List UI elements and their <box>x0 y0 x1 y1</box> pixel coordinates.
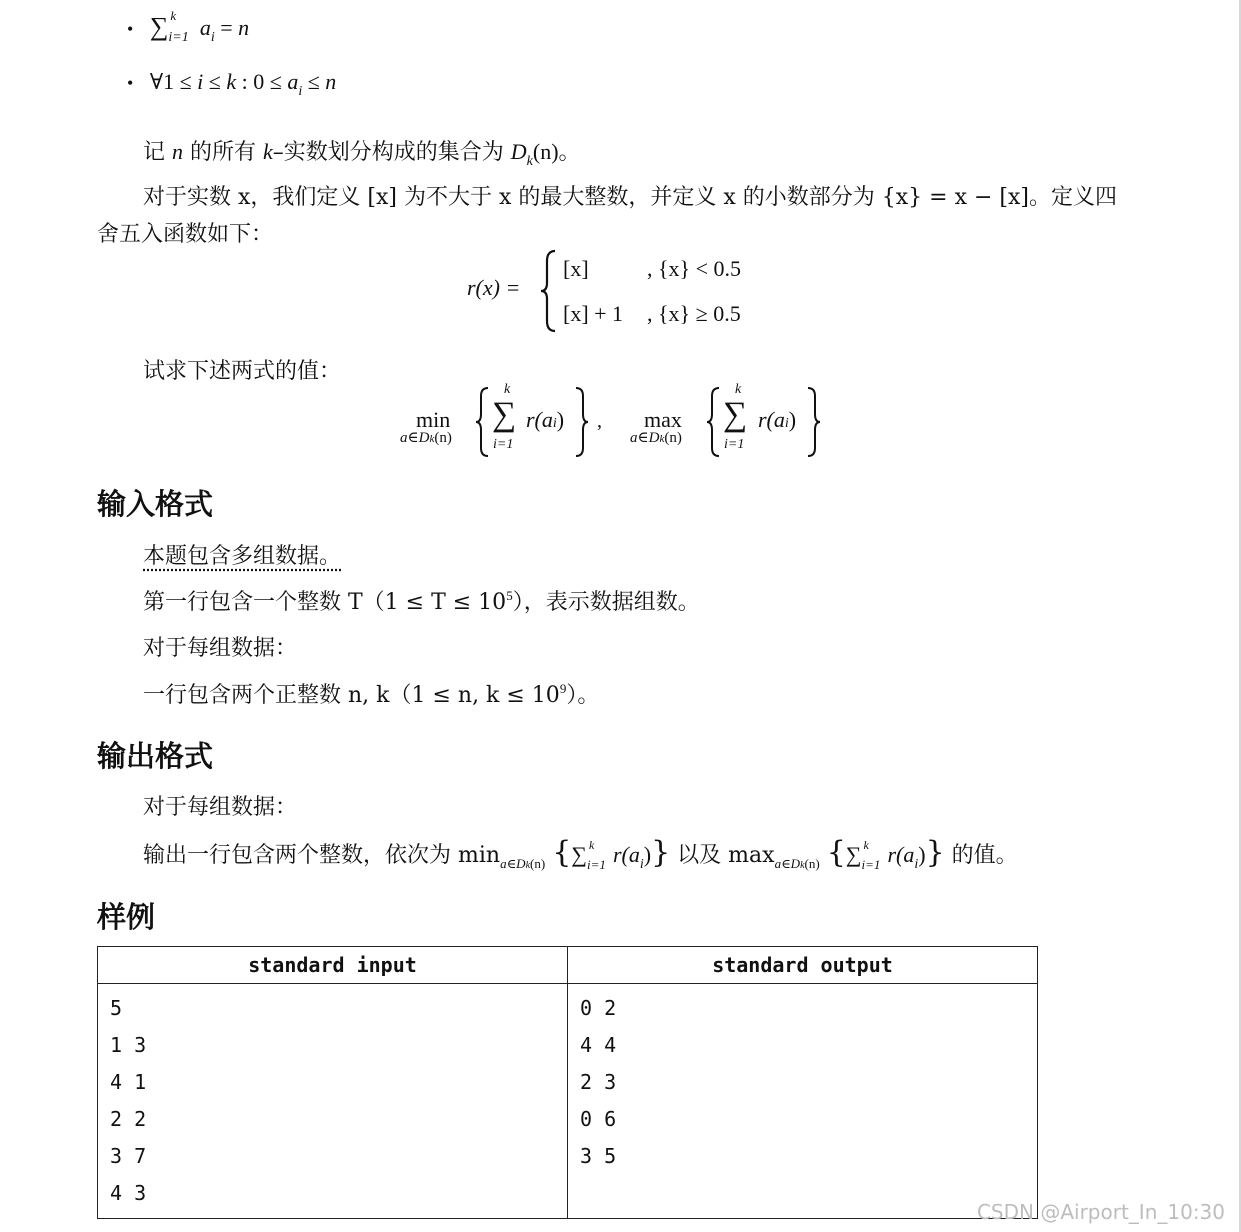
task-statement: 试求下述两式的值： <box>143 359 342 384</box>
output-line: 0 6 <box>580 1107 617 1131</box>
sample-output-cell[interactable] <box>568 984 1038 1219</box>
min-max-formula: min a∈Dk(n) k ∑ i=1 r(ai) , max a∈Dk(n) k ∑ i=1 r(ai) <box>398 382 838 462</box>
input-line: 3 7 <box>110 1144 147 1168</box>
sample-heading: 样例 <box>97 900 156 934</box>
input-line-T: 第一行包含一个整数 $T(1 \le T \le 10^5)$，表示数据组数。 <box>143 588 700 615</box>
sample-table <box>97 946 1038 1219</box>
output-line: 2 3 <box>580 1070 617 1094</box>
output-format-heading: 输出格式 <box>97 739 214 773</box>
case-brace <box>539 249 557 333</box>
output-line: 3 5 <box>580 1144 617 1168</box>
rounding-function: r(x) = [x] , {x} < 0.5 [x] + 1 , {x} ≥ 0.5 <box>467 246 787 338</box>
sample-input-cell[interactable] <box>98 984 568 1219</box>
input-line: 4 1 <box>110 1070 147 1094</box>
output-per-case: 对于每组数据： <box>143 795 298 820</box>
input-line-nk: 一行包含两个正整数 n, k（1 ≤ n, $k \le 10^9$）。 <box>143 681 600 708</box>
input-per-case: 对于每组数据： <box>143 636 298 661</box>
output-line: 4 4 <box>580 1033 617 1057</box>
input-line: 5 <box>110 996 123 1020</box>
input-line: 4 3 <box>110 1181 147 1205</box>
input-format-heading: 输入格式 <box>97 487 214 521</box>
input-line: 1 3 <box>110 1033 147 1057</box>
input-multi-case-note: 本题包含多组数据。 <box>143 544 342 569</box>
input-line: 2 2 <box>110 1107 147 1131</box>
standard-output-header: standard output <box>568 947 1038 984</box>
floor-definition-line2: 舍五入函数如下： <box>97 222 274 247</box>
csdn-watermark: CSDN @Airport_In_10:30 <box>976 1200 1225 1224</box>
condition-1: • ∑ k i=1 $a_i = n$ <box>127 8 250 45</box>
condition-2: • ∀1 ≤ i ≤ k : $0 \le a_i \le n$ <box>127 69 337 99</box>
partition-definition: 记 n 的所有 k–实数划分构成的集合为 $D_k(n)$。 <box>143 139 581 169</box>
output-description: 输出一行包含两个整数，依次为 $\min_{a\in Dk(n)}$ {∑ k i=1 $r(a_i)$} 以及 $\max_{a\in Dk(n)}$ {∑ k i=1 $r(a_i)$} 的值。 <box>143 835 1018 872</box>
output-line: 0 2 <box>580 996 617 1020</box>
floor-definition-line1: 对于实数 x，我们定义 [x] 为不大于 x 的最大整数，并定义 x 的小数部分为 {x} = x − [x]。定义四 <box>143 185 1117 210</box>
standard-input-header: standard input <box>98 947 568 984</box>
